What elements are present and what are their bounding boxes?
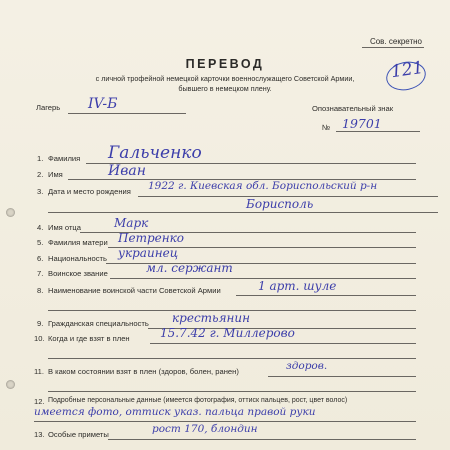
id-number-line	[336, 131, 420, 132]
field-7-label: Воинское звание	[48, 269, 108, 278]
field-8-line	[236, 295, 416, 296]
subtitle-line-1: с личной трофейной немецкой карточки военнослужащего Советской Армии,	[95, 74, 355, 83]
camp-label: Лагерь	[36, 103, 61, 112]
field-10-label: Когда и где взят в плен	[48, 334, 130, 343]
field-12-label: Подробные персональные данные (имеется фотография, оттиск пальцев, рост, цвет волос)	[48, 397, 348, 404]
field-5-label: Фамилия матери	[48, 238, 108, 247]
field-8-label: Наименование воинской части Советской Армии	[48, 286, 221, 295]
field-8-num: 8.	[37, 286, 44, 295]
field-10-line-2	[48, 358, 416, 359]
document-title: ПЕРЕВОД	[185, 57, 265, 71]
field-4-label: Имя отца	[48, 223, 82, 232]
id-sign-label: Опознавательный знак	[312, 104, 394, 113]
classification-underline	[362, 47, 424, 48]
field-4-num: 4.	[37, 223, 44, 232]
field-12-line	[34, 421, 416, 422]
field-10-value: 15.7.42 г. Миллерово	[160, 326, 295, 340]
field-1-num: 1.	[37, 154, 44, 163]
field-3-value-2: Борисполь	[246, 197, 314, 211]
field-8-value: 1 арт. шуле	[258, 279, 337, 293]
field-3-num: 3.	[37, 187, 44, 196]
field-9-label: Гражданская специальность	[48, 319, 149, 328]
classification-label: Сов. секретно	[369, 37, 422, 46]
field-10-line	[150, 343, 416, 344]
field-6-value: украинец	[118, 246, 179, 260]
field-2-num: 2.	[37, 170, 44, 179]
field-12-num: 12.	[34, 397, 45, 406]
field-5-value: Петренко	[118, 231, 185, 245]
camp-value: IV-Б	[88, 96, 118, 112]
field-13-num: 13.	[34, 430, 45, 439]
subtitle-line-2: бывшего в немецком плену.	[178, 84, 272, 93]
field-2-label: Имя	[48, 170, 63, 179]
field-13-value: рост 170, блондин	[152, 423, 258, 435]
field-11-label: В каком состоянии взят в плен (здоров, болен, ранен)	[48, 367, 239, 376]
field-13-line	[108, 439, 416, 440]
field-1-value: Гальченко	[108, 143, 202, 163]
field-6-label: Национальность	[48, 254, 107, 263]
field-7-value: мл. сержант	[146, 261, 233, 275]
field-11-line-2	[48, 391, 416, 392]
field-6-num: 6.	[37, 254, 44, 263]
field-10-num: 10.	[34, 334, 45, 343]
field-11-line	[268, 376, 416, 377]
field-7-num: 7.	[37, 269, 44, 278]
field-9-num: 9.	[37, 319, 44, 328]
field-12-value: имеется фото, оттиск указ. пальца правой руки	[34, 406, 316, 418]
id-number-value: 19701	[342, 116, 382, 131]
camp-line	[68, 113, 186, 114]
field-11-value: здоров.	[286, 360, 328, 372]
field-3-line-2	[48, 212, 438, 213]
field-5-num: 5.	[37, 238, 44, 247]
field-13-label: Особые приметы	[48, 430, 109, 439]
id-number-label: №	[322, 123, 331, 132]
field-1-label: Фамилия	[48, 154, 81, 163]
stamp-number: 121	[389, 57, 425, 83]
field-9-value: крестьянин	[172, 311, 251, 325]
field-11-num: 11.	[34, 367, 44, 376]
field-3-value: 1922 г. Киевская обл. Бориспольский р-н	[148, 180, 378, 192]
field-3-label: Дата и место рождения	[48, 187, 131, 196]
field-4-value: Марк	[114, 216, 149, 230]
punch-hole	[6, 380, 15, 389]
punch-hole	[6, 208, 15, 217]
field-2-value: Иван	[108, 163, 146, 179]
